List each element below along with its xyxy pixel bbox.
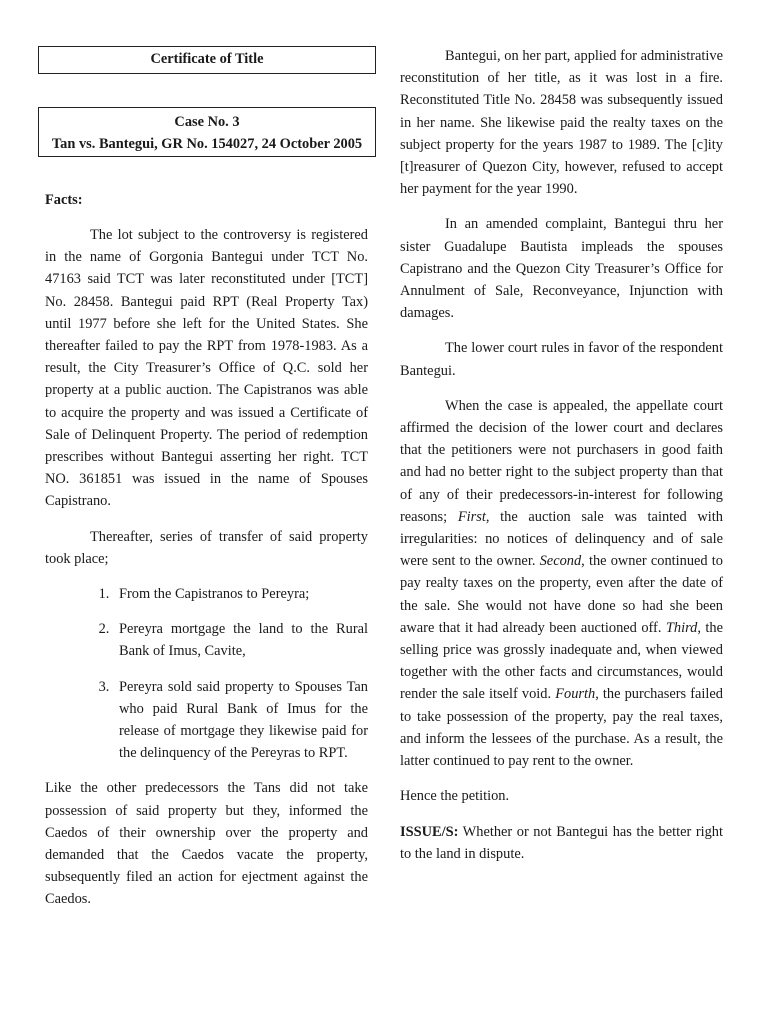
right-paragraph-5: Hence the petition.: [400, 788, 510, 805]
list-item: 1. From the Capistranos to Pereyra;: [113, 583, 368, 605]
facts-paragraph-1: The lot subject to the controversy is registered in the name of Gorgonia Bantegui under TCT No. 47163 said TCT was later reconstituted under [TCT] No. 28458. Bantegui paid RPT (Real Property Tax) until 1977 before she left for the United States. She thereafter failed to pay the RPT from 1978-1983. As a result, the City Treasurer’s Office of Q.C. sold her property at a public auction. The Capistranos was able to acquire the property and was issued a Certificate of Sale of Delinquent Property. The period of redemption prescribes without Bantegui asserting her right. TCT NO. 361851 was issued in the name of Spouses Capistrano.: [45, 227, 368, 510]
transfer-list: [45, 583, 368, 764]
issue-paragraph: [400, 821, 723, 865]
second-label: Second: [539, 553, 582, 570]
first-label: First: [457, 508, 486, 525]
facts-paragraph-2: Thereafter, series of transfer of said property took place;: [45, 528, 368, 567]
facts-paragraph-3: Like the other predecessors the Tans did not take possession of said property but they, informed the Caedos of their ownership over the property and demanded that the Caedos vacate the property, subsequently filed an action for ejectment against the Caedos.: [45, 780, 368, 908]
list-item: 2. Pereyra mortgage the land to the Rural Bank of Imus, Cavite,: [113, 618, 368, 662]
case-box: [38, 107, 376, 157]
third-label: Third: [665, 619, 698, 636]
certificate-of-title-box: [38, 46, 376, 74]
facts-heading: Facts:: [45, 192, 83, 208]
right-paragraph-3: The lower court rules in favor of the respondent Bantegui.: [400, 340, 723, 379]
right-paragraph-4: When the case is appealed, the appellate court affirmed the decision of the lower court and declares that the petitioners were not purchasers in good faith and had no better right to the subject property than that of any of their predecessors-in-interest for following reasons; First, the auction sale was tainted with irregularities: no notices of delinquency and of sale were sent to the owner. Second, the owner continued to pay realty taxes on the property, even after the date of the sale. She would not have done so had she been aware that it had already been auctioned off. Third, the selling price was grossly inadequate and, when viewed together with the other facts and circumstances, would render the sale itself void. Fourth, the purchasers failed to take possession of the property, pay the real taxes, and inform the lessees of the purchase. As a result, the latter continued to pay rent to the owner.: [400, 397, 724, 770]
fourth-label: Fourth: [555, 686, 596, 703]
case-number: Case No. 3: [174, 114, 240, 130]
issue-text: Whether or not Bantegui has the better right to the land in dispute.: [400, 823, 723, 862]
right-paragraph-1: Bantegui, on her part, applied for administrative reconstitution of her title, as it was lost in a fire. Reconstituted Title No. 28458 was subsequently issued in her name. She likewise paid the realty taxes on the subject property for the years 1987 to 1989. The [c]ity [t]reasurer of Quezon City, however, refused to accept her payment for the year 1990.: [400, 48, 723, 198]
right-paragraph-2: In an amended complaint, Bantegui thru her sister Guadalupe Bautista impleads the spouses Capistrano and the Quezon City Treasurer’s Office for Annulment of Sale, Reconveyance, Injunction with damages.: [400, 216, 723, 322]
left-column: [45, 224, 368, 924]
right-column: [400, 45, 723, 878]
list-item: 3. Pereyra sold said property to Spouses Tan who paid Rural Bank of Imus for the release of mortgage they likewise paid for the delinquency of the Pereyras to RPT.: [113, 676, 368, 765]
issue-label: ISSUE/S:: [400, 823, 459, 840]
box-title: Certificate of Title: [150, 51, 264, 67]
case-citation: Tan vs. Bantegui, GR No. 154027, 24 October 2005: [51, 136, 363, 152]
